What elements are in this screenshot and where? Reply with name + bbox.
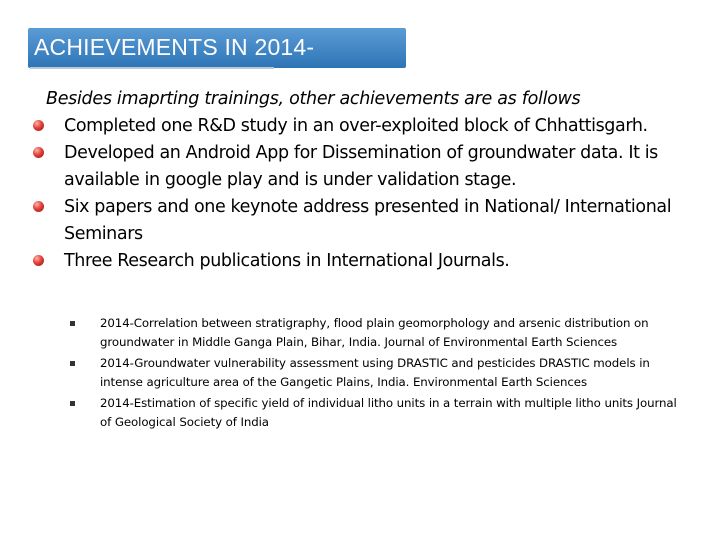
publication-text: 2014-Estimation of specific yield of individual litho units in a terrain with multiple litho units Journal of Geological Society of India (100, 395, 677, 430)
achievement-item (30, 140, 710, 194)
achievement-text: Developed an Android App for Dissemination of groundwater data. It is available in google play and is under validation stage. (64, 143, 658, 190)
achievement-text: Completed one R&D study in an over-exploited block of Chhattisgarh. (64, 116, 648, 136)
achievement-item (30, 113, 710, 140)
publication-item (70, 314, 690, 353)
achievement-text: Six papers and one keynote address presented in National/ International Seminars (64, 197, 672, 244)
achievement-item (30, 248, 710, 275)
intro-text: Besides imaprting trainings, other achievements are as follows (46, 89, 581, 109)
bullet-icon (33, 120, 44, 131)
publication-item (70, 354, 690, 393)
achievement-text: Three Research publications in International Journals. (64, 251, 510, 271)
bullet-icon (33, 147, 44, 158)
square-bullet-icon (70, 361, 75, 366)
publication-item (70, 394, 690, 433)
achievement-item (30, 194, 710, 248)
square-bullet-icon (70, 321, 75, 326)
bullet-icon (33, 255, 44, 266)
achievement-list (30, 113, 710, 275)
publication-list (70, 314, 690, 433)
publication-text: 2014-Correlation between stratigraphy, flood plain geomorphology and arsenic distribution on groundwater in Middle Ganga Plain, Bihar, India. Journal of Environmental Earth Sciences (100, 316, 649, 350)
square-bullet-icon (70, 401, 75, 406)
bullet-icon (33, 201, 44, 212)
publication-text: 2014-Groundwater vulnerability assessment using DRASTIC and pesticides DRASTIC models in intense agriculture area of the Gangetic Plains, India. Environmental Earth Sciences (100, 355, 650, 390)
title-underline (30, 67, 274, 69)
slide-title: ACHIEVEMENTS IN 2014- (34, 34, 315, 60)
